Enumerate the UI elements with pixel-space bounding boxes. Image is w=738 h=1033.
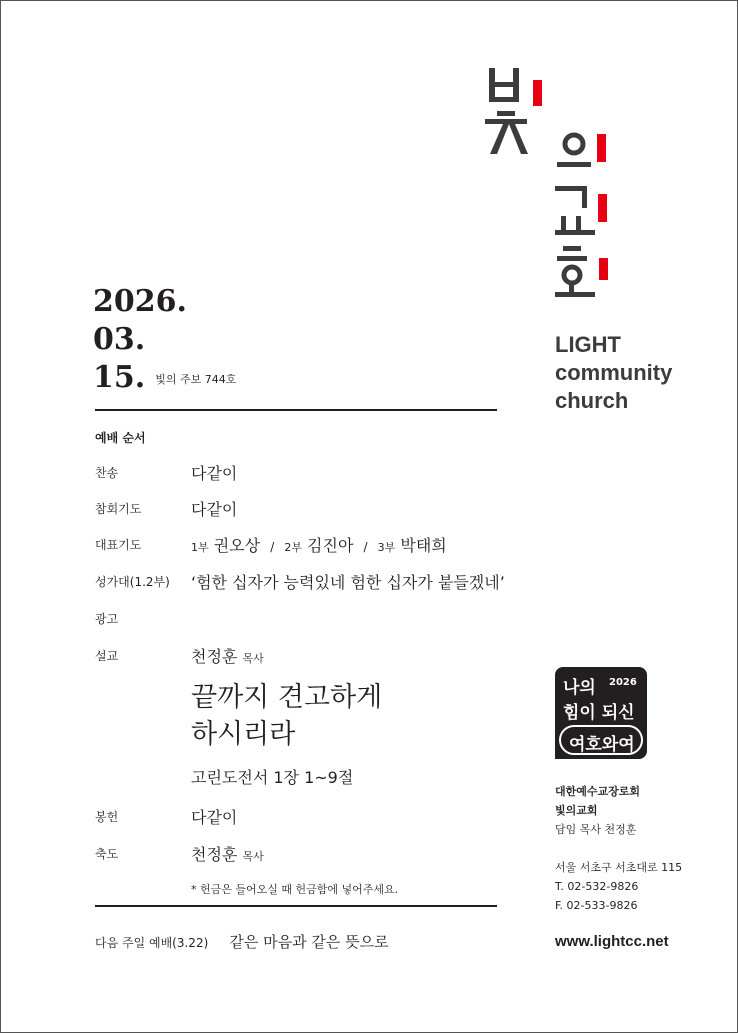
sermon-preacher	[191, 644, 264, 667]
badge-line-2: 힘이 되신	[563, 703, 635, 723]
sermon-title	[191, 679, 382, 753]
brand-line-community: community	[555, 360, 673, 385]
date-year: 2026.	[93, 284, 187, 319]
order-value: 다같이	[191, 808, 238, 827]
separator: /	[363, 540, 368, 554]
next-week-title: 같은 마음과 같은 뜻으로	[229, 933, 389, 951]
badge-line-1: 나의	[563, 678, 596, 698]
prayer-name: 권오상	[213, 536, 261, 555]
offering-note: * 헌금은 들어오실 때 헌금함에 넣어주세요.	[191, 883, 399, 896]
badge-line-3: 여호와여	[569, 735, 635, 755]
divider-bottom	[95, 905, 497, 907]
year-motto-badge	[555, 667, 647, 759]
order-value: ‘험한 십자가 능력있네 험한 십자가 붙들겠네’	[191, 573, 505, 592]
next-week-label: 다음 주일 예배(3.22)	[95, 936, 209, 950]
order-label: 설교	[95, 649, 119, 663]
sermon-title-line: 하시리라	[191, 719, 296, 750]
preacher-title: 목사	[242, 850, 264, 863]
church-logo	[471, 56, 621, 306]
separator: /	[270, 540, 275, 554]
church-name: 빛의교회	[555, 804, 598, 817]
service-label: 1부	[191, 541, 209, 554]
order-label: 찬송	[95, 466, 119, 480]
prayer-name: 박태희	[400, 536, 447, 555]
preacher-title: 목사	[242, 652, 264, 665]
date-day: 15.	[93, 360, 146, 395]
prayer-name: 김진아	[307, 536, 354, 555]
brand-name	[555, 331, 672, 415]
bulletin-date	[93, 283, 236, 399]
brand-line-light: LIGHT	[555, 332, 621, 357]
benediction-preacher	[191, 842, 264, 865]
church-phone: T. 02-532-9826	[555, 880, 639, 893]
order-label: 봉헌	[95, 810, 119, 824]
church-fax: F. 02-533-9826	[555, 899, 638, 912]
denomination: 대한예수교장로회	[555, 785, 641, 798]
preacher-name: 천정훈	[191, 647, 238, 666]
divider-top	[95, 409, 497, 411]
scripture-reference: 고린도전서 1장 1~9절	[191, 768, 354, 787]
badge-year: 2026	[609, 677, 637, 688]
sermon-title-line: 끝까지 견고하게	[191, 682, 383, 713]
order-value: 다같이	[191, 500, 238, 519]
order-value: 다같이	[191, 464, 238, 483]
order-label: 대표기도	[95, 538, 142, 552]
service-label: 2부	[284, 541, 302, 554]
order-label: 성가대(1.2부)	[95, 575, 170, 589]
church-website[interactable]: www.lightcc.net	[555, 933, 669, 950]
section-title: 예배 순서	[95, 431, 146, 445]
next-week-service	[95, 931, 389, 952]
church-address: 서울 서초구 서초대로 115	[555, 861, 683, 874]
issue-number: 빛의 주보 744호	[155, 373, 237, 386]
order-label: 광고	[95, 612, 119, 626]
brand-line-church: church	[555, 388, 629, 413]
church-organization	[555, 782, 640, 839]
service-label: 3부	[377, 541, 396, 554]
senior-pastor: 담임 목사 천정훈	[555, 823, 637, 836]
prayer-leaders	[191, 533, 447, 556]
date-month: 03.	[93, 322, 146, 357]
preacher-name: 천정훈	[191, 845, 238, 864]
church-contact	[555, 858, 682, 915]
order-label: 축도	[95, 847, 119, 861]
order-label: 참회기도	[95, 502, 142, 516]
